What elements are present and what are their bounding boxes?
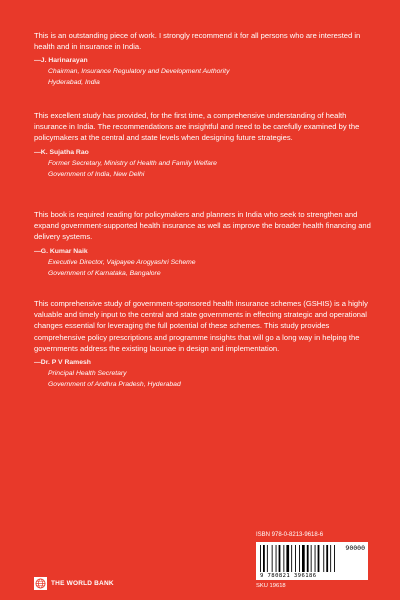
globe-icon [34, 577, 47, 590]
blurb-affiliation-line: Government of Andhra Pradesh, Hyderabad [48, 381, 181, 389]
blurb-author: —J. Harinarayan [34, 57, 88, 65]
isbn-text: ISBN 978-0-8213-9618-6 [256, 532, 324, 538]
blurb-quote: This excellent study has provided, for the first time, a comprehensive understanding of health insurance in India. The recommendations are insightful and need to be carefully examined by the policymakers at the central and state levels when designing future strategies. [34, 111, 360, 143]
barcode-digits: 9 780821 396186 [260, 573, 317, 579]
blurb-quote: This book is required reading for policymakers and planners in India who seek to strengthen and expand government-supported health insurance as well as improve the broader health financing and delivery systems. [34, 210, 371, 242]
blurb-kumar-naik [34, 209, 372, 279]
blurb-affiliation-line: Government of India, New Delhi [48, 170, 145, 178]
sku-text: SKU 19618 [256, 583, 286, 589]
blurb-author: —G. Kumar Naik [34, 247, 88, 255]
blurb-quote: This comprehensive study of government-sponsored health insurance schemes (GSHIS) is a highly valuable and timely input to the central and state governments in effecting strategic and operational changes essential for leveraging the full potential of these schemes. This study provides comprehensive policy prescriptions and programme insights that will go a long way in helping the governments address the existing lacunae in design and implementation. [34, 299, 368, 353]
blurb-author: —Dr. P V Ramesh [34, 359, 91, 367]
barcode [256, 542, 368, 580]
blurb-affiliation-line: Principal Health Secretary [48, 370, 127, 378]
blurb-harinarayan [34, 30, 372, 88]
blurb-sujatha-rao [34, 110, 372, 180]
blurb-affiliation-line: Executive Director, Vajpayee Arogyashri Scheme [48, 258, 196, 266]
blurb-affiliation-line: Former Secretary, Ministry of Health and Family Welfare [48, 159, 217, 167]
blurb-author: —K. Sujatha Rao [34, 148, 89, 156]
world-bank-logo [34, 577, 114, 590]
blurb-pv-ramesh [34, 298, 372, 390]
blurb-quote: This is an outstanding piece of work. I strongly recommend it for all persons who are interested in health and in insurance in India. [34, 31, 361, 52]
barcode-price: 90000 [345, 544, 365, 552]
blurb-affiliation-line: Hyderabad, India [48, 79, 100, 87]
barcode-block [256, 531, 372, 590]
blurb-affiliation-line: Government of Karnataka, Bangalore [48, 269, 161, 277]
blurb-affiliation-line: Chairman, Insurance Regulatory and Development Authority [48, 68, 230, 76]
world-bank-name: THE WORLD BANK [51, 580, 114, 587]
barcode-bars [260, 545, 340, 572]
